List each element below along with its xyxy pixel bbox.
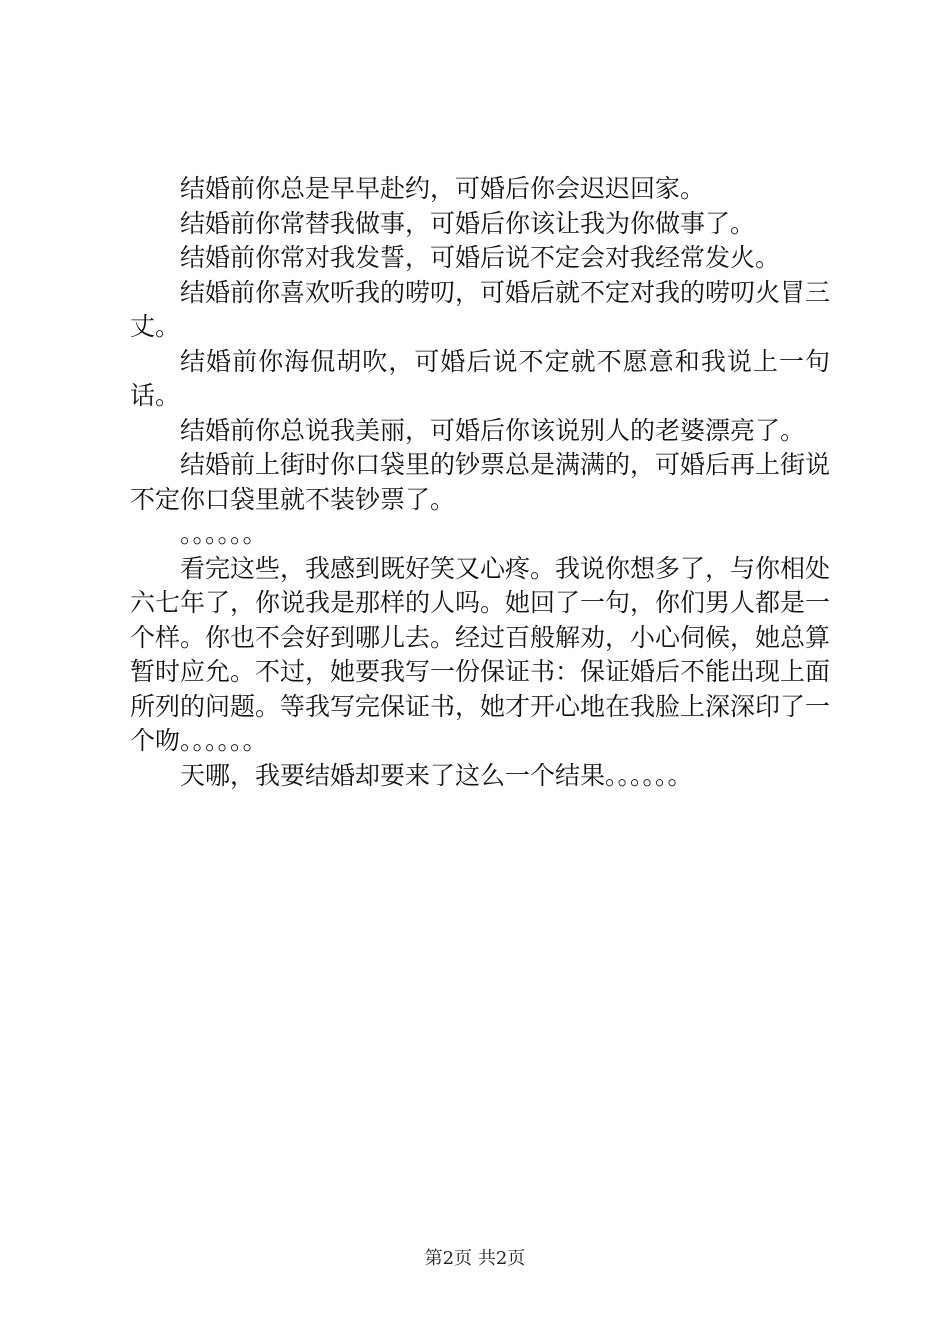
paragraph: 天哪，我要结婚却要来了这么一个结果。。。。。。 [180,760,693,790]
document-body [130,172,830,793]
paragraph: 结婚前你总说我美丽，可婚后你该说别人的老婆漂亮了。 [180,415,806,445]
paragraph: 结婚前你总是早早赴约，可婚后你会迟迟回家。 [180,174,706,203]
paragraph: 结婚前上街时你口袋里的钞票总是满满的，可婚后再上街说不定你口袋里就不装钞票了。 [130,450,831,514]
paragraph: 结婚前你常替我做事，可婚后你该让我为你做事了。 [180,208,756,238]
paragraph: 看完这些，我感到既好笑又心疼。我说你想多了，与你相处六七年了，你说我是那样的人吗。她回了一句，你们男人都是一个样。你也不会好到哪儿去。经过百般解劝，小心伺候，她总算暂时应允。不过，她要我写一份保证书：保证婚后不能出现上面所列的问题。等我写完保证书，她才开心地在我脸上深深印了一个吻。。。。。。 [130,553,831,755]
paragraph: 结婚前你常对我发誓，可婚后说不定会对我经常发火。 [180,243,781,272]
paragraph: 结婚前你喜欢听我的唠叨，可婚后就不定对我的唠叨火冒三丈。 [130,277,831,341]
page-footer: 第2页 共2页 [424,1248,526,1269]
paragraph: 结婚前你海侃胡吹，可婚后说不定就不愿意和我说上一句话。 [130,346,830,410]
ellipsis-line: 。。。。。。 [180,519,268,548]
